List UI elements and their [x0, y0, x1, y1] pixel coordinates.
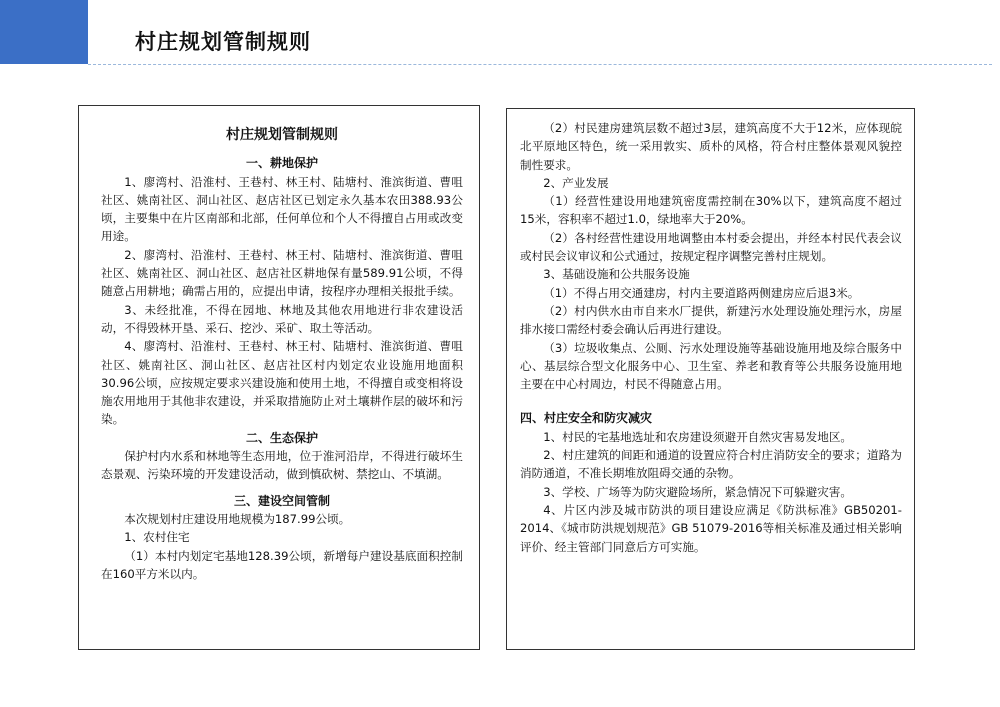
paragraph: （2）村内供水由市自来水厂提供，新建污水处理设施处理污水，房屋排水接口需经村委会确认后再进行建设。 [520, 303, 902, 337]
left-text-panel [78, 105, 480, 650]
section-heading-farmland: 一、耕地保护 [245, 156, 318, 171]
paragraph: （2）各村经营性建设用地调整由本村委会提出，并经本村民代表会议或村民会议审议和公式通过，按规定程序调整完善村庄规划。 [520, 230, 902, 264]
paragraph: （2）村民建房建筑层数不超过3层，建筑高度不大于12米，应体现皖北平原地区特色，统一采用敦实、质朴的风格，符合村庄整体景观风貌控制性要求。 [520, 121, 902, 172]
paragraph: 1、廖湾村、沿淮村、王巷村、林王村、陆塘村、淮滨街道、曹咀社区、姚南社区、洞山社区、赵店社区已划定永久基本农田388.93公顷，主要集中在片区南部和北部，任何单位和个人不得擅自占用或改变用途。 [101, 174, 463, 244]
right-text-panel [506, 108, 915, 650]
paragraph: （1）经营性建设用地建筑密度需控制在30%以下，建筑高度不超过15米，容积率不超过1.0，绿地率大于20%。 [520, 194, 902, 227]
paragraph: 本次规划村庄建设用地规模为187.99公顷。 [124, 511, 351, 526]
document-title: 村庄规划管制规则 [226, 127, 338, 143]
paragraph: 4、廖湾村、沿淮村、王巷村、林王村、陆塘村、淮滨街道、曹咀社区、姚南社区、洞山社区、赵店社区村内划定农业设施用地面积30.96公顷，应按规定要求兴建设施和使用土地，不得擅自或变相将设施农用地用于其他非农建设，并采取措施防止对土壤耕作层的破坏和污染。 [101, 339, 463, 427]
paragraph: 4、片区内涉及城市防洪的项目建设应满足《防洪标准》GB50201-2014、《城市防洪规划规范》GB 51079-2016等相关标准及通过相关影响评价、经主管部门同意后方可实施。 [520, 502, 902, 554]
paragraph: 2、村庄建筑的间距和通道的设置应符合村庄消防安全的要求；道路为消防通道，不准长期堆放阻碍交通的杂物。 [520, 448, 902, 481]
paragraph: 2、廖湾村、沿淮村、王巷村、林王村、陆塘村、淮滨街道、曹咀社区、姚南社区、洞山社区、赵店社区耕地保有量589.91公顷，不得随意占用耕地；确需占用的，应提出申请，按程序办理相关报批手续。 [101, 247, 463, 299]
header-accent-block [0, 0, 88, 64]
paragraph: 1、农村住宅 [124, 530, 190, 545]
paragraph: （1）不得占用交通建房，村内主要道路两侧建房应后退3米。 [543, 285, 860, 300]
paragraph: 2、产业发展 [543, 175, 609, 190]
title-divider [88, 64, 992, 65]
slide-title: 村庄规划管制规则 [135, 30, 311, 54]
paragraph: （3）垃圾收集点、公厕、污水处理设施等基础设施用地及综合服务中心、基层综合型文化服务中心、卫生室、养老和教育等公共服务设施用地主要在中心村周边，村民不得随意占用。 [520, 340, 902, 392]
section-heading-ecology: 二、生态保护 [245, 430, 318, 445]
paragraph: 1、村民的宅基地选址和农房建设须避开自然灾害易发地区。 [543, 429, 853, 444]
paragraph: 3、学校、广场等为防灾避险场所，紧急情况下可躲避灾害。 [543, 484, 853, 499]
section-heading-construction: 三、建设空间管制 [233, 493, 330, 508]
paragraph: 保护村内水系和林地等生态用地，位于淮河沿岸，不得进行破坏生态景观、污染环境的开发建设活动，做到慎砍树、禁挖山、不填湖。 [101, 449, 463, 482]
paragraph: 3、未经批准，不得在园地、林地及其他农用地进行非农建设活动，不得毁林开垦、采石、挖沙、采矿、取土等活动。 [101, 302, 463, 335]
paragraph: （1）本村内划定宅基地128.39公顷，新增每户建设基底面积控制在160平方米以内。 [101, 548, 463, 581]
section-heading-safety: 四、村庄安全和防灾减灾 [520, 411, 653, 426]
paragraph: 3、基础设施和公共服务设施 [543, 267, 690, 282]
